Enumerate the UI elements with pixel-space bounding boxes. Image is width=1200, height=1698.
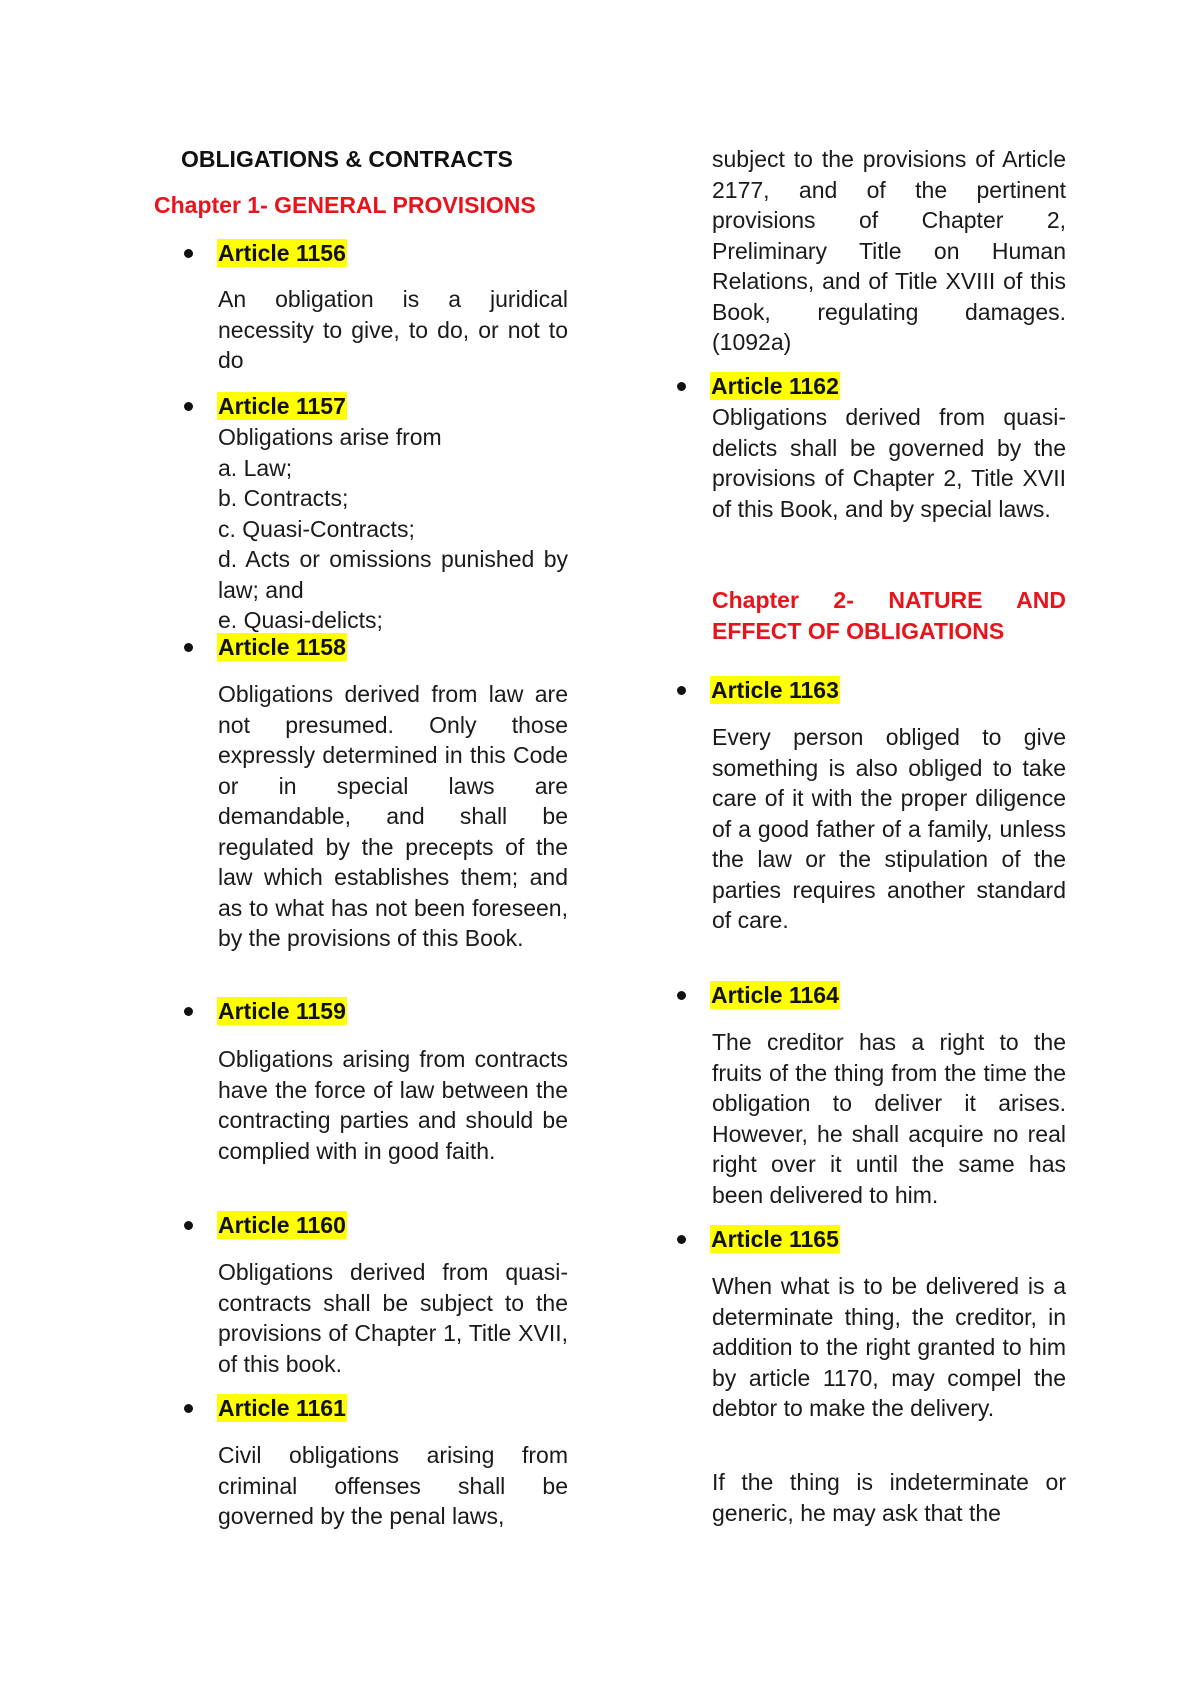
article-1161-label: Article 1161 [218, 1395, 346, 1421]
article-1157-item: c. Quasi-Contracts; [218, 515, 415, 542]
bullet-icon [677, 686, 686, 695]
bullet-icon [184, 1007, 193, 1016]
article-1161-continued: subject to the provisions of Article 2177, and of the pertinent provisions of Chapter 2, Preliminary Title on Human Relations, and of Title XVIII of this Book, regulating damages. (1092a) [712, 146, 1066, 355]
article-1160-text: Obligations derived from quasi-contracts shall be subject to the provisions of Chapter 1, Title XVII, of this book. [218, 1259, 568, 1377]
bullet-icon [184, 402, 193, 411]
bullet-icon [184, 1221, 193, 1230]
article-1162-text: Obligations derived from quasi-delicts shall be governed by the provisions of Chapter 2, Title XVII of this Book, and by special laws. [712, 404, 1066, 522]
article-1165-text-2: If the thing is indeterminate or generic, he may ask that the [712, 1469, 1066, 1526]
bullet-icon [677, 991, 686, 1000]
article-1157-list [218, 422, 568, 636]
article-1157-item: b. Contracts; [218, 485, 349, 511]
doc-title: OBLIGATIONS & CONTRACTS [181, 146, 513, 172]
article-1158-text: Obligations derived from law are not presumed. Only those expressly determined in this Code or in special laws are demandable, and shall be regulated by the precepts of the law which establishes them; and as to what has not been foreseen, by the provisions of this Book. [218, 681, 568, 951]
bullet-icon [677, 1235, 686, 1244]
bullet-icon [184, 249, 193, 258]
article-1165-text: When what is to be delivered is a determinate thing, the creditor, in addition to the right granted to him by article 1170, may compel the debtor to make the delivery. [712, 1273, 1066, 1421]
article-1157-item: d. Acts or omissions punished by law; and [218, 546, 568, 603]
article-1156-label: Article 1156 [218, 240, 346, 266]
article-1157-intro: Obligations arise from [218, 424, 442, 450]
article-1159-text: Obligations arising from contracts have the force of law between the contracting parties and should be complied with in good faith. [218, 1046, 568, 1164]
chapter-2-heading-line1: Chapter 2- NATURE AND [712, 587, 1066, 613]
article-1160-label: Article 1160 [218, 1212, 346, 1238]
article-1165-label: Article 1165 [711, 1226, 839, 1252]
article-1162-label: Article 1162 [711, 373, 839, 399]
bullet-icon [184, 643, 193, 652]
article-1163-text: Every person obliged to give something is also obliged to take care of it with the proper diligence of a good father of a family, unless the law or the stipulation of the parties requires another standard of care. [712, 724, 1066, 933]
bullet-icon [184, 1404, 193, 1413]
article-1157-item: e. Quasi-delicts; [218, 607, 383, 633]
article-1158-label: Article 1158 [218, 634, 346, 660]
article-1156-text: An obligation is a juridical necessity to give, to do, or not to do [218, 286, 568, 373]
chapter-2-heading [712, 585, 1066, 647]
article-1157-item: a. Law; [218, 454, 293, 481]
article-1161-text: Civil obligations arising from criminal offenses shall be governed by the penal laws, [218, 1442, 568, 1529]
article-1163-label: Article 1163 [711, 677, 839, 703]
article-1157-label: Article 1157 [218, 393, 346, 419]
article-1159-label: Article 1159 [218, 998, 346, 1024]
bullet-icon [677, 382, 686, 391]
article-1164-label: Article 1164 [711, 982, 839, 1008]
article-1164-text: The creditor has a right to the fruits of the thing from the time the obligation to deliver it arises. However, he shall acquire no real right over it until the same has been delivered to him. [712, 1029, 1066, 1208]
chapter-1-heading: Chapter 1- GENERAL PROVISIONS [154, 192, 536, 218]
chapter-2-heading-line2: EFFECT OF OBLIGATIONS [712, 618, 1005, 644]
